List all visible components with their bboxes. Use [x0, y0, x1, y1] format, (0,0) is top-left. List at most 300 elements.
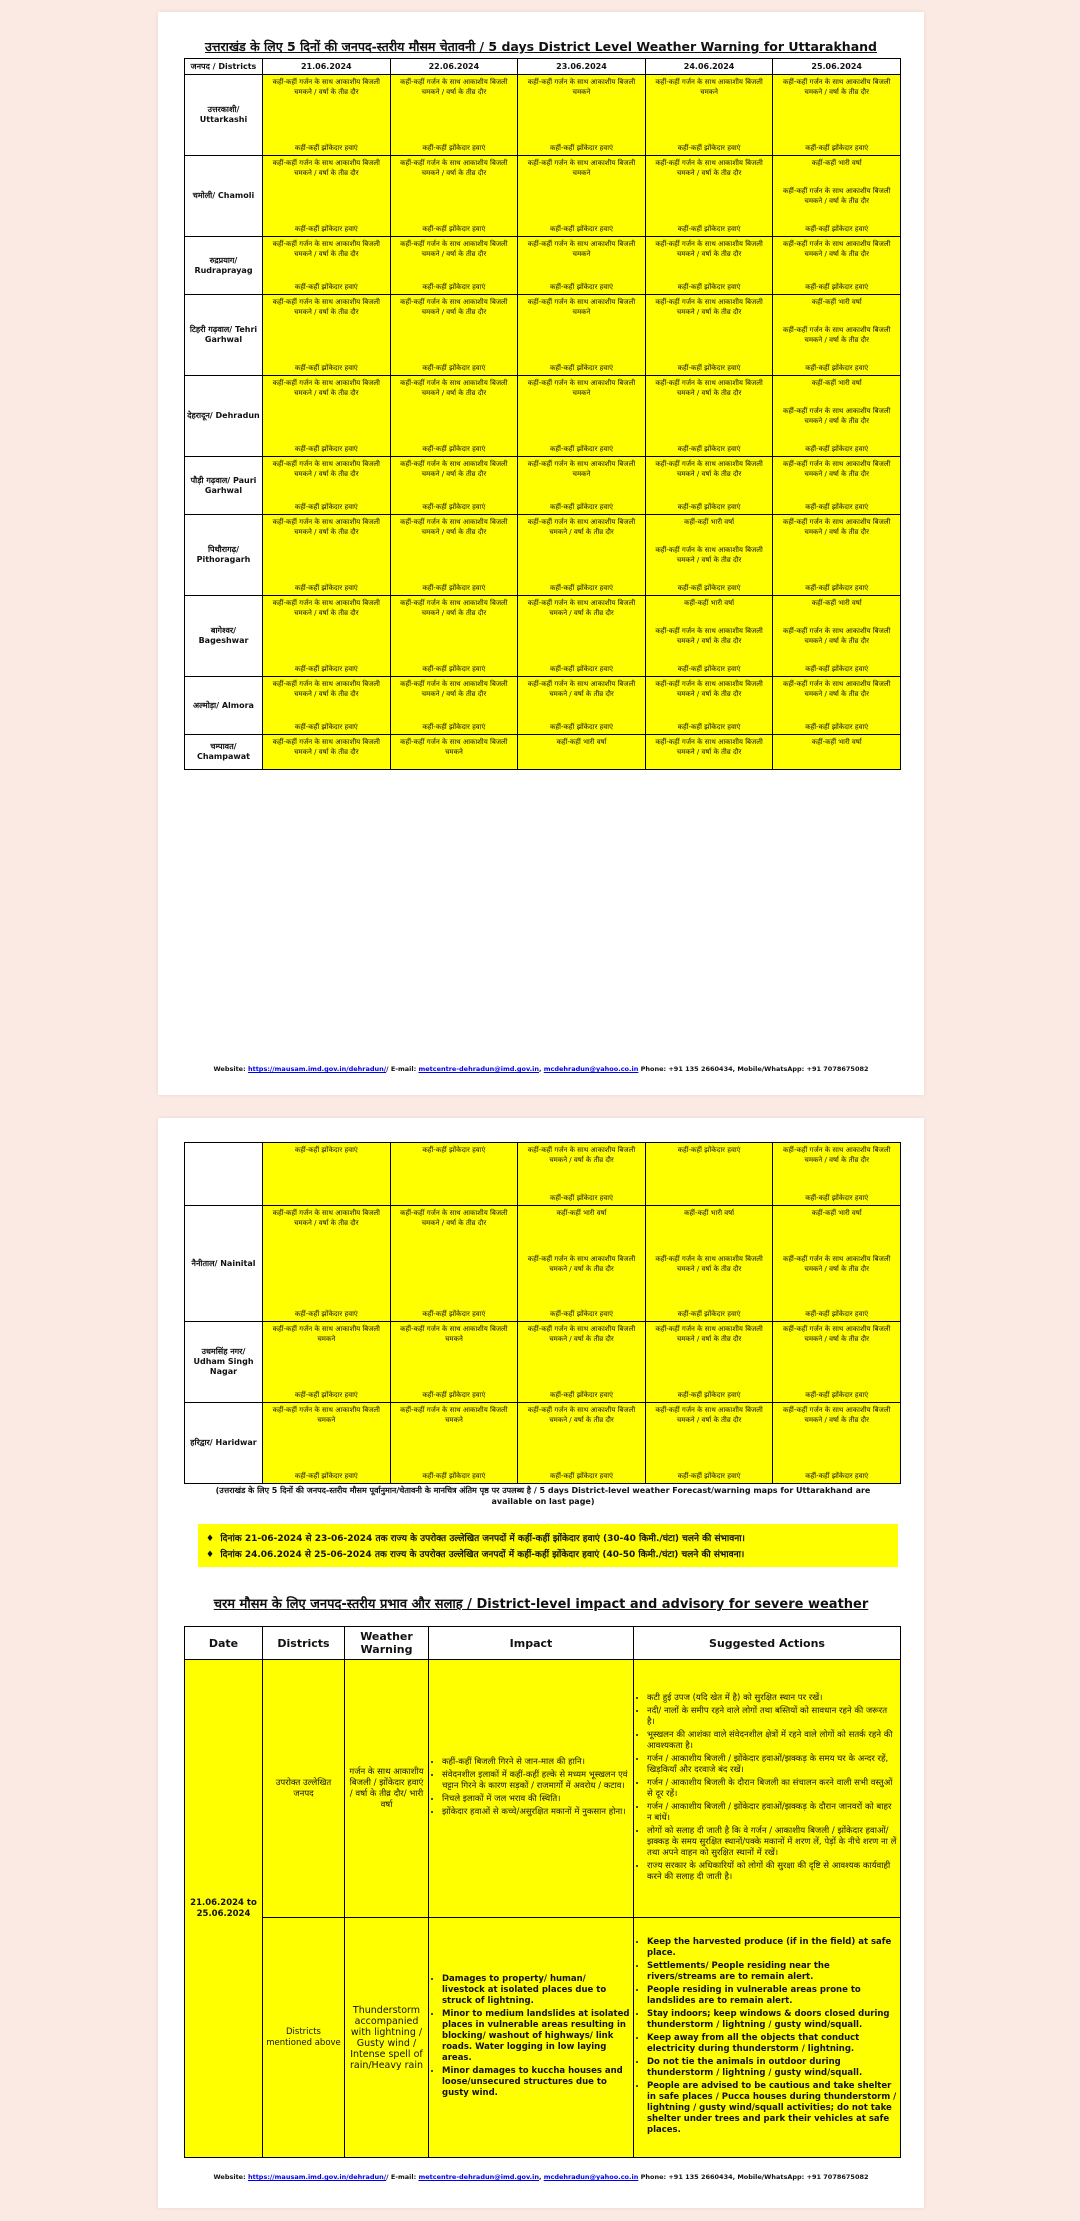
forecast-cell [518, 1322, 646, 1403]
forecast-gusty: कहीं-कहीं झोंकेदार हवाएं [677, 364, 741, 372]
forecast-cell [390, 237, 518, 295]
forecast-lines [773, 735, 900, 769]
forecast-thunder-a: कहीं-कहीं गर्जन के साथ आकाशीय बिजली चमकने / वर्षा के तीव्र दौर [400, 159, 508, 177]
forecast-lines [773, 1403, 900, 1483]
forecast-thunder-a: कहीं-कहीं गर्जन के साथ आकाशीय बिजली चमकने / वर्षा के तीव्र दौर [400, 518, 508, 536]
forecast-thunder-a: कहीं-कहीं गर्जन के साथ आकाशीय बिजली चमकने / वर्षा के तीव्र दौर [527, 1254, 636, 1273]
district-row [185, 295, 901, 376]
forecast-lines [391, 1143, 518, 1205]
forecast-thunder-a: कहीं-कहीं गर्जन के साथ आकाशीय बिजली चमकने / वर्षा के तीव्र दौर [272, 518, 380, 536]
forecast-thunder-a: कहीं-कहीं गर्जन के साथ आकाशीय बिजली चमकने / वर्षा के तीव्र दौर [272, 599, 380, 617]
forecast-cell [518, 237, 646, 295]
forecast-gusty: कहीं-कहीं झोंकेदार हवाएं [294, 1146, 358, 1154]
forecast-cell [773, 75, 901, 156]
forecast-lines [646, 1322, 773, 1402]
forecast-cell [390, 1206, 518, 1322]
forecast-gusty: कहीं-कहीं झोंकेदार हवाएं [677, 1146, 741, 1154]
forecast-heavy: कहीं-कहीं भारी वर्षा [684, 1209, 735, 1217]
advisory-item: • गर्जन / आकाशीय बिजली के दौरान बिजली का संचालन करने वाली सभी वस्तुओं से दूर रहें। [647, 1778, 897, 1800]
forecast-lines [391, 735, 518, 769]
forecast-cell [773, 677, 901, 735]
forecast-lines [263, 376, 390, 456]
forecast-gusty: कहीं-कहीं झोंकेदार हवाएं [294, 225, 358, 233]
footer-website-label: Website: [213, 2173, 246, 2181]
header-date: 25.06.2024 [773, 59, 901, 75]
forecast-thunder-a: कहीं-कहीं गर्जन के साथ आकाशीय बिजली चमकने / वर्षा के तीव्र दौर [655, 1254, 763, 1273]
forecast-lines [391, 156, 518, 236]
forecast-gusty: कहीं-कहीं झोंकेदार हवाएं [422, 723, 486, 731]
forecast-heavy: कहीं-कहीं भारी वर्षा [556, 738, 607, 746]
footer-website-label: Website: [213, 1065, 246, 1073]
forecast-cell [518, 295, 646, 376]
forecast-gusty: कहीं-कहीं झोंकेदार हवाएं [677, 144, 741, 152]
forecast-heavy: कहीं-कहीं भारी वर्षा [811, 298, 862, 306]
forecast-gusty: कहीं-कहीं झोंकेदार हवाएं [422, 503, 486, 511]
forecast-cell [390, 75, 518, 156]
table-header-row [185, 59, 901, 75]
district-name: पिथौरागढ़/ Pithoragarh [185, 515, 263, 596]
header-date: 22.06.2024 [390, 59, 518, 75]
forecast-lines [646, 75, 773, 155]
email-link-2[interactable]: mcdehradun@yahoo.co.in [543, 2173, 639, 2181]
forecast-thunder-a: कहीं-कहीं गर्जन के साथ आकाशीय बिजली चमकने / वर्षा के तीव्र दौर [655, 546, 763, 564]
district-name: नैनीताल/ Nainital [185, 1206, 263, 1322]
advisory-item: • People residing in vulnerable areas prone to landslides are to remain alert. [647, 1985, 897, 2007]
district-row [185, 596, 901, 677]
document-title: उत्तराखंड के लिए 5 दिनों की जनपद-स्तरीय मौसम चेतावनी / 5 days District Level Weather Warning for Uttarakhand [204, 39, 877, 54]
forecast-gusty: कहीं-कहीं झोंकेदार हवाएं [294, 665, 358, 673]
forecast-thunder-a: कहीं-कहीं गर्जन के साथ आकाशीय बिजली चमकने / वर्षा के तीव्र दौर [272, 738, 380, 756]
forecast-lines [773, 376, 900, 456]
district-name: रुद्रप्रयाग/ Rudraprayag [185, 237, 263, 295]
forecast-cell [645, 156, 773, 237]
district-name: टिहरी गढ़वाल/ Tehri Garhwal [185, 295, 263, 376]
forecast-thunder-a: कहीं-कहीं गर्जन के साथ आकाशीय बिजली चमकने / वर्षा के तीव्र दौर [400, 680, 508, 698]
forecast-cell [263, 515, 391, 596]
forecast-gusty: कहीं-कहीं झोंकेदार हवाएं [677, 283, 741, 291]
forecast-lines [773, 237, 900, 294]
forecast-lines [391, 1403, 518, 1483]
forecast-lines [646, 237, 773, 294]
district-name: चमोली/ Chamoli [185, 156, 263, 237]
forecast-thunder-a: कहीं-कहीं गर्जन के साथ आकाशीय बिजली चमकने / वर्षा के तीव्र दौर [782, 187, 891, 205]
forecast-lines [646, 735, 773, 769]
email-link-2[interactable]: mcdehradun@yahoo.co.in [543, 1065, 639, 1073]
forecast-lines [263, 515, 390, 595]
forecast-heavy: कहीं-कहीं भारी वर्षा [811, 738, 862, 746]
forecast-lines [518, 156, 645, 236]
forecast-gusty: कहीं-कहीं झोंकेदार हवाएं [422, 445, 486, 453]
forecast-thunder-a: कहीं-कहीं गर्जन के साथ आकाशीय बिजली चमकने / वर्षा के तीव्र दौर [655, 460, 763, 478]
forecast-cell [263, 1143, 391, 1206]
forecast-gusty: कहीं-कहीं झोंकेदार हवाएं [294, 1472, 358, 1480]
advisory-item: • Minor to medium landslides at isolated places in vulnerable areas resulting in blocking/ washout of highways/ link roads. Water logging in low laying areas. [442, 2009, 630, 2064]
forecast-lines [773, 677, 900, 734]
email-link-1[interactable]: metcentre-dehradun@imd.gov.in [418, 1065, 539, 1073]
forecast-lines [518, 376, 645, 456]
advisory-item: • कहीं-कहीं बिजली गिरने से जान-माल की हानि। [442, 1757, 630, 1768]
col-districts: Districts [263, 1627, 345, 1660]
forecast-gusty: कहीं-कहीं झोंकेदार हवाएं [805, 584, 869, 592]
forecast-thunder-a: कहीं-कहीं गर्जन के साथ आकाशीय बिजली चमकने / वर्षा के तीव्र दौर [782, 78, 891, 96]
notice-text-2: दिनांक 24.06.2024 से 25-06-2024 तक राज्य के उपरोक्त उल्लेखित जनपदों में कहीं-कहीं झोंकेदार हवाएं (40-50 किमी./घंटा) चलने की संभावना। [220, 1550, 745, 1560]
forecast-lines [263, 295, 390, 375]
forecast-lines [773, 596, 900, 676]
forecast-gusty: कहीं-कहीं झोंकेदार हवाएं [550, 1472, 613, 1480]
forecast-lines [518, 1206, 645, 1321]
advisory-actions-en [634, 1918, 901, 2158]
forecast-heavy: कहीं-कहीं भारी वर्षा [684, 518, 735, 526]
forecast-lines [646, 677, 773, 734]
district-row [185, 376, 901, 457]
advisory-item: • संवेदनशील इलाकों में कहीं-कहीं हल्के से मध्यम भूस्खलन एवं चट्टान गिरने के कारण सड़कों / राजमार्गों में अवरोध / कटाव। [442, 1770, 630, 1792]
footer-contact: Website: https://mausam.imd.gov.in/dehradun// E-mail: metcentre-dehradun@imd.gov.in, mcdehradun@yahoo.co.in Phone: +91 135 2660434, Mobile/WhatsApp: +91 7078675082 [213, 1065, 869, 1073]
forecast-thunder-a: कहीं-कहीं गर्जन के साथ आकाशीय बिजली चमकने / वर्षा के तीव्र दौर [782, 460, 891, 478]
forecast-cell [263, 75, 391, 156]
forecast-lines [773, 75, 900, 155]
notice-bullet: ♦ दिनांक 21-06-2024 से 23-06-2024 तक राज्य के उपरोक्त उल्लेखित जनपदों में कहीं-कहीं झोंकेदार हवाएं (30-40 किमी./घंटा) चलने की संभावना। [206, 1534, 745, 1544]
forecast-thunder-a: कहीं-कहीं गर्जन के साथ आकाशीय बिजली चमकने / वर्षा के तीव्र दौर [272, 159, 380, 177]
advisory-warning-hi: गर्जन के साथ आकाशीय बिजली / झोंकेदार हवाएं / वर्षा के तीव्र दौर/ भारी वर्षा [345, 1660, 429, 1918]
forecast-lines [518, 457, 645, 514]
advisory-item: • लोगों को सलाह दी जाती है कि वे गर्जन / आकाशीय बिजली / झोंकेदार हवाओं/झक्कड़ के समय सुरक्षित स्थानों/पक्के मकानों में शरण लें, पेड़ों के नीचे शरण ना लें तथा अपने वाहन को सुरक्षित स्थानों में रखें। [647, 1826, 897, 1859]
forecast-cell [263, 295, 391, 376]
forecast-thunder-a: कहीं-कहीं गर्जन के साथ आकाशीय बिजली चमकने / वर्षा के तीव्र दौर [782, 518, 891, 536]
district-name: उत्तरकाशी/ Uttarkashi [185, 75, 263, 156]
forecast-cell [263, 735, 391, 770]
forecast-gusty: कहीं-कहीं झोंकेदार हवाएं [677, 1391, 741, 1399]
forecast-cell [518, 1206, 646, 1322]
forecast-cell [263, 1403, 391, 1484]
forecast-thunder-a: कहीं-कहीं गर्जन के साथ आकाशीय बिजली चमकने / वर्षा के तीव्र दौर [655, 159, 763, 177]
forecast-lines [263, 1403, 390, 1483]
advisory-item: • Keep the harvested produce (if in the field) at safe place. [647, 1937, 897, 1959]
advisory-item: • गर्जन / आकाशीय बिजली / झोंकेदार हवाओं/झक्कड़ के समय घर के अन्दर रहें, खिड़कियाँ और दरवाजे बंद रखें। [647, 1754, 897, 1776]
forecast-gusty: कहीं-कहीं झोंकेदार हवाएं [422, 225, 486, 233]
forecast-thunder-b: कहीं-कहीं गर्जन के साथ आकाशीय बिजली चमकने [527, 379, 636, 397]
district-row [185, 156, 901, 237]
forecast-gusty: कहीं-कहीं झोंकेदार हवाएं [805, 1194, 869, 1202]
forecast-thunder-a: कहीं-कहीं गर्जन के साथ आकाशीय बिजली चमकने / वर्षा के तीव्र दौर [527, 680, 636, 698]
forecast-lines [646, 295, 773, 375]
forecast-lines [263, 1143, 390, 1205]
advisory-row-english [185, 1918, 901, 2158]
forecast-gusty: कहीं-कहीं झोंकेदार हवाएं [677, 445, 741, 453]
forecast-thunder-a: कहीं-कहीं गर्जन के साथ आकाशीय बिजली चमकने / वर्षा के तीव्र दौर [782, 1254, 891, 1273]
forecast-gusty: कहीं-कहीं झोंकेदार हवाएं [805, 503, 869, 511]
forecast-cell [773, 1322, 901, 1403]
forecast-lines [646, 376, 773, 456]
district-name: उधमसिंह नगर/ Udham Singh Nagar [185, 1322, 263, 1403]
forecast-thunder-b: कहीं-कहीं गर्जन के साथ आकाशीय बिजली चमकने [272, 1406, 380, 1424]
forecast-heavy: कहीं-कहीं भारी वर्षा [811, 379, 862, 387]
advisory-item: • कटी हुई उपज (यदि खेत में है) को सुरक्षित स्थान पर रखें। [647, 1693, 897, 1704]
forecast-lines [773, 1322, 900, 1402]
forecast-gusty: कहीं-कहीं झोंकेदार हवाएं [805, 283, 869, 291]
forecast-thunder-a: कहीं-कहीं गर्जन के साथ आकाशीय बिजली चमकने / वर्षा के तीव्र दौर [400, 460, 508, 478]
forecast-lines [646, 457, 773, 514]
district-name: देहरादून/ Dehradun [185, 376, 263, 457]
district-row [185, 1322, 901, 1403]
forecast-thunder-b: कहीं-कहीं गर्जन के साथ आकाशीय बिजली चमकने [400, 1325, 508, 1343]
forecast-thunder-a: कहीं-कहीं गर्जन के साथ आकाशीय बिजली चमकने / वर्षा के तीव्र दौर [655, 680, 763, 698]
notice-bullet: ♦ दिनांक 24.06.2024 से 25-06-2024 तक राज्य के उपरोक्त उल्लेखित जनपदों में कहीं-कहीं झोंकेदार हवाएं (40-50 किमी./घंटा) चलने की संभावना। [206, 1550, 745, 1560]
advisory-districts-hi: उपरोक्त उल्लेखित जनपद [263, 1660, 345, 1918]
forecast-gusty: कहीं-कहीं झोंकेदार हवाएं [294, 503, 358, 511]
forecast-cell [773, 156, 901, 237]
forecast-lines [773, 515, 900, 595]
forecast-heavy: कहीं-कहीं भारी वर्षा [556, 1209, 607, 1217]
forecast-gusty: कहीं-कहीं झोंकेदार हवाएं [550, 283, 613, 291]
forecast-thunder-a: कहीं-कहीं गर्जन के साथ आकाशीय बिजली चमकने / वर्षा के तीव्र दौर [272, 78, 380, 96]
forecast-gusty: कहीं-कहीं झोंकेदार हवाएं [550, 1391, 613, 1399]
forecast-thunder-a: कहीं-कहीं गर्जन के साथ आकाशीय बिजली चमकने / वर्षा के तीव्र दौर [655, 298, 763, 316]
forecast-thunder-a: कहीं-कहीं गर्जन के साथ आकाशीय बिजली चमकने / वर्षा के तीव्र दौर [272, 240, 380, 258]
forecast-lines [263, 735, 390, 769]
forecast-thunder-a: कहीं-कहीं गर्जन के साथ आकाशीय बिजली चमकने / वर्षा के तीव्र दौर [400, 1209, 508, 1227]
forecast-thunder-b: कहीं-कहीं गर्जन के साथ आकाशीय बिजली चमकने [527, 78, 636, 96]
forecast-thunder-a: कहीं-कहीं गर्जन के साथ आकाशीय बिजली चमकने / वर्षा के तीव्र दौर [400, 298, 508, 316]
district-name: चम्पावत/ Champawat [185, 735, 263, 770]
forecast-thunder-a: कहीं-कहीं गर्जन के साथ आकाशीय बिजली चमकने / वर्षा के तीव्र दौर [272, 298, 380, 316]
col-impact: Impact [429, 1627, 634, 1660]
forecast-lines [773, 1206, 900, 1321]
advisory-item: • Damages to property/ human/ livestock at isolated places due to struck of lightning. [442, 1974, 630, 2007]
forecast-gusty: कहीं-कहीं झोंकेदार हवाएं [550, 225, 613, 233]
forecast-cell [518, 677, 646, 735]
forecast-gusty: कहीं-कहीं झोंकेदार हवाएं [422, 665, 486, 673]
footer-phone: Phone: +91 135 2660434, Mobile/WhatsApp: +91 7078675082 [640, 1065, 869, 1073]
forecast-lines [518, 1322, 645, 1402]
forecast-cell [645, 75, 773, 156]
advisory-row-hindi [185, 1660, 901, 1918]
forecast-lines [773, 156, 900, 236]
forecast-gusty: कहीं-कहीं झोंकेदार हवाएं [550, 445, 613, 453]
page-2 [158, 1118, 924, 2208]
forecast-lines [773, 457, 900, 514]
forecast-gusty: कहीं-कहीं झोंकेदार हवाएं [550, 144, 613, 152]
forecast-cell [645, 1403, 773, 1484]
forecast-thunder-a: कहीं-कहीं गर्जन के साथ आकाशीय बिजली चमकने / वर्षा के तीव्र दौर [655, 1406, 763, 1424]
forecast-gusty: कहीं-कहीं झोंकेदार हवाएं [805, 1310, 869, 1318]
forecast-cell [390, 1143, 518, 1206]
advisory-item: • गर्जन / आकाशीय बिजली / झोंकेदार हवाओं/झक्कड़ के दौरान जानवरों को बाहर न बांधें। [647, 1802, 897, 1824]
forecast-lines [263, 457, 390, 514]
forecast-gusty: कहीं-कहीं झोंकेदार हवाएं [294, 144, 358, 152]
forecast-thunder-a: कहीं-कहीं गर्जन के साथ आकाशीय बिजली चमकने / वर्षा के तीव्र दौर [782, 326, 891, 344]
forecast-lines [773, 295, 900, 375]
forecast-lines [391, 596, 518, 676]
forecast-heavy: कहीं-कहीं भारी वर्षा [684, 599, 735, 607]
advisory-item: • निचले इलाकों में जल भराव की स्थिति। [442, 1794, 630, 1805]
district-row [185, 457, 901, 515]
advisory-item: • Keep away from all the objects that conduct electricity during thunderstorm / lightning. [647, 2033, 897, 2055]
forecast-thunder-b: कहीं-कहीं गर्जन के साथ आकाशीय बिजली चमकने [272, 1325, 380, 1343]
forecast-thunder-a: कहीं-कहीं गर्जन के साथ आकाशीय बिजली चमकने / वर्षा के तीव्र दौर [272, 379, 380, 397]
forecast-cell [390, 376, 518, 457]
forecast-gusty: कहीं-कहीं झोंकेदार हवाएं [294, 723, 358, 731]
forecast-lines [518, 75, 645, 155]
advisory-impact-hi [429, 1660, 634, 1918]
warning-table [184, 58, 901, 770]
forecast-cell [518, 596, 646, 677]
forecast-cell [263, 677, 391, 735]
forecast-gusty: कहीं-कहीं झोंकेदार हवाएं [550, 1310, 613, 1318]
forecast-thunder-a: कहीं-कहीं गर्जन के साथ आकाशीय बिजली चमकने / वर्षा के तीव्र दौर [655, 240, 763, 258]
forecast-heavy: कहीं-कहीं भारी वर्षा [811, 599, 862, 607]
forecast-cell [645, 735, 773, 770]
forecast-thunder-b: कहीं-कहीं गर्जन के साथ आकाशीय बिजली चमकने [655, 78, 763, 96]
forecast-cell [773, 1403, 901, 1484]
advisory-title: चरम मौसम के लिए जनपद-स्तरीय प्रभाव और सलाह / District-level impact and advisory for severe weather [213, 1597, 869, 1612]
forecast-cell [263, 237, 391, 295]
forecast-thunder-a: कहीं-कहीं गर्जन के साथ आकाशीय बिजली चमकने / वर्षा के तीव्र दौर [782, 1146, 891, 1164]
forecast-cell [390, 677, 518, 735]
footer-phone: Phone: +91 135 2660434, Mobile/WhatsApp: +91 7078675082 [640, 2173, 869, 2181]
header-date: 24.06.2024 [645, 59, 773, 75]
forecast-cell [645, 1322, 773, 1403]
forecast-gusty: कहीं-कहीं झोंकेदार हवाएं [550, 665, 613, 673]
forecast-cell [773, 596, 901, 677]
forecast-thunder-a: कहीं-कहीं गर्जन के साथ आकाशीय बिजली चमकने / वर्षा के तीव्र दौर [272, 460, 380, 478]
forecast-cell [518, 457, 646, 515]
forecast-thunder-a: कहीं-कहीं गर्जन के साथ आकाशीय बिजली चमकने / वर्षा के तीव्र दौर [655, 738, 763, 756]
forecast-thunder-a: कहीं-कहीं गर्जन के साथ आकाशीय बिजली चमकने / वर्षा के तीव्र दौर [400, 379, 508, 397]
forecast-heavy: कहीं-कहीं भारी वर्षा [811, 159, 862, 167]
forecast-lines [518, 295, 645, 375]
advisory-item: • Minor damages to kuccha houses and loose/unsecured structures due to gusty wind. [442, 2066, 630, 2099]
district-row-continued [185, 1143, 901, 1206]
forecast-thunder-a: कहीं-कहीं गर्जन के साथ आकाशीय बिजली चमकने / वर्षा के तीव्र दौर [782, 240, 891, 258]
forecast-lines [518, 1143, 645, 1205]
forecast-gusty: कहीं-कहीं झोंकेदार हवाएं [550, 1194, 613, 1202]
footer-email-label: E-mail: [390, 2173, 417, 2181]
forecast-lines [518, 677, 645, 734]
website-link[interactable]: https://mausam.imd.gov.in/dehradun/ [247, 2173, 387, 2181]
forecast-lines [391, 295, 518, 375]
forecast-gusty: कहीं-कहीं झोंकेदार हवाएं [805, 723, 869, 731]
forecast-gusty: कहीं-कहीं झोंकेदार हवाएं [805, 665, 869, 673]
forecast-lines [646, 156, 773, 236]
forecast-lines [646, 515, 773, 595]
forecast-gusty: कहीं-कहीं झोंकेदार हवाएं [294, 283, 358, 291]
forecast-cell [263, 156, 391, 237]
forecast-cell [518, 735, 646, 770]
forecast-thunder-a: कहीं-कहीं गर्जन के साथ आकाशीय बिजली चमकने / वर्षा के तीव्र दौर [782, 680, 891, 698]
forecast-thunder-a: कहीं-कहीं गर्जन के साथ आकाशीय बिजली चमकने / वर्षा के तीव्र दौर [655, 627, 763, 645]
forecast-cell [773, 515, 901, 596]
header-date: 21.06.2024 [263, 59, 391, 75]
forecast-gusty: कहीं-कहीं झोंकेदार हवाएं [677, 503, 741, 511]
forecast-cell [645, 1206, 773, 1322]
forecast-thunder-b: कहीं-कहीं गर्जन के साथ आकाशीय बिजली चमकने [527, 240, 636, 258]
advisory-item: • राज्य सरकार के अधिकारियों को लोगों की सुरक्षा की दृष्टि से आवश्यक कार्यवाही करने की सलाह दी जाती है। [647, 1861, 897, 1883]
forecast-gusty: कहीं-कहीं झोंकेदार हवाएं [422, 1310, 486, 1318]
forecast-lines [391, 1206, 518, 1321]
forecast-cell [390, 735, 518, 770]
district-row [185, 735, 901, 770]
website-link[interactable]: https://mausam.imd.gov.in/dehradun/ [247, 1065, 387, 1073]
forecast-cell [263, 596, 391, 677]
forecast-thunder-a: कहीं-कहीं गर्जन के साथ आकाशीय बिजली चमकने / वर्षा के तीव्र दौर [782, 1406, 891, 1424]
district-row [185, 75, 901, 156]
forecast-cell [645, 677, 773, 735]
forecast-gusty: कहीं-कहीं झोंकेदार हवाएं [805, 1472, 869, 1480]
forecast-cell [263, 1322, 391, 1403]
advisory-actions-hi [634, 1660, 901, 1918]
forecast-thunder-a: कहीं-कहीं गर्जन के साथ आकाशीय बिजली चमकने / वर्षा के तीव्र दौर [400, 78, 508, 96]
col-actions: Suggested Actions [634, 1627, 901, 1660]
advisory-item: • Settlements/ People residing near the rivers/streams are to remain alert. [647, 1961, 897, 1983]
col-date: Date [185, 1627, 263, 1660]
forecast-gusty: कहीं-कहीं झोंकेदार हवाएं [677, 225, 741, 233]
forecast-lines [263, 1206, 390, 1321]
forecast-lines [518, 237, 645, 294]
forecast-gusty: कहीं-कहीं झोंकेदार हवाएं [677, 1310, 741, 1318]
advisory-item: • Do not tie the animals in outdoor during thunderstorm / lightning / gusty wind/squall. [647, 2057, 897, 2079]
forecast-cell [645, 457, 773, 515]
page-1 [158, 12, 924, 1095]
email-link-1[interactable]: metcentre-dehradun@imd.gov.in [418, 2173, 539, 2181]
forecast-lines [263, 1322, 390, 1402]
forecast-thunder-a: कहीं-कहीं गर्जन के साथ आकाशीय बिजली चमकने / वर्षा के तीव्र दौर [527, 599, 636, 617]
forecast-gusty: कहीं-कहीं झोंकेदार हवाएं [805, 445, 869, 453]
forecast-cell [390, 295, 518, 376]
forecast-gusty: कहीं-कहीं झोंकेदार हवाएं [294, 1310, 358, 1318]
forecast-lines [391, 515, 518, 595]
forecast-thunder-a: कहीं-कहीं गर्जन के साथ आकाशीय बिजली चमकने / वर्षा के तीव्र दौर [527, 1325, 636, 1343]
forecast-cell [518, 156, 646, 237]
forecast-cell [263, 457, 391, 515]
district-row [185, 1206, 901, 1322]
forecast-cell [390, 1322, 518, 1403]
forecast-gusty: कहीं-कहीं झोंकेदार हवाएं [422, 1146, 486, 1154]
forecast-lines [391, 376, 518, 456]
forecast-lines [391, 237, 518, 294]
forecast-lines [518, 515, 645, 595]
district-row [185, 677, 901, 735]
footer-email-label: E-mail: [390, 1065, 417, 1073]
forecast-cell [773, 376, 901, 457]
forecast-gusty: कहीं-कहीं झोंकेदार हवाएं [422, 584, 486, 592]
forecast-thunder-b: कहीं-कहीं गर्जन के साथ आकाशीय बिजली चमकने [400, 1406, 508, 1424]
forecast-thunder-a: कहीं-कहीं गर्जन के साथ आकाशीय बिजली चमकने / वर्षा के तीव्र दौर [782, 407, 891, 425]
forecast-gusty: कहीं-कहीं झोंकेदार हवाएं [422, 1472, 486, 1480]
forecast-lines [391, 1322, 518, 1402]
forecast-cell [390, 596, 518, 677]
forecast-cell [263, 376, 391, 457]
forecast-thunder-a: कहीं-कहीं गर्जन के साथ आकाशीय बिजली चमकने / वर्षा के तीव्र दौर [527, 1146, 636, 1164]
header-districts: जनपद / Districts [185, 59, 263, 75]
forecast-gusty: कहीं-कहीं झोंकेदार हवाएं [805, 225, 869, 233]
forecast-thunder-a: कहीं-कहीं गर्जन के साथ आकाशीय बिजली चमकने / वर्षा के तीव्र दौर [272, 680, 380, 698]
forecast-heavy: कहीं-कहीं भारी वर्षा [811, 1209, 862, 1217]
advisory-warning-en: Thunderstorm accompanied with lightning / Gusty wind / Intense spell of rain/Heavy rain [345, 1918, 429, 2158]
forecast-thunder-a: कहीं-कहीं गर्जन के साथ आकाशीय बिजली चमकने / वर्षा के तीव्र दौर [527, 518, 636, 536]
district-name: बागेश्वर/ Bageshwar [185, 596, 263, 677]
forecast-lines [518, 596, 645, 676]
forecast-lines [263, 677, 390, 734]
maps-note: (उत्तराखंड के लिए 5 दिनों की जनपद-स्तरीय मौसम पूर्वानुमान/चेतावनी के मानचित्र अंतिम पृष्ठ पर उपलब्ध है / 5 days District-level weather Forecast/warning maps for Uttarakhand are available on last page) [215, 1486, 871, 1506]
forecast-lines [646, 596, 773, 676]
forecast-cell [390, 1403, 518, 1484]
forecast-cell [390, 515, 518, 596]
forecast-gusty: कहीं-कहीं झोंकेदार हवाएं [550, 503, 613, 511]
forecast-lines [391, 75, 518, 155]
warning-table-continued [184, 1142, 901, 1484]
advisory-item: • People are advised to be cautious and take shelter in safe places / Pucca houses during thunderstorm / lightning / gusty wind/squall activities; do not take shelter under trees and park their vehicles at safe places. [647, 2081, 897, 2136]
forecast-lines [518, 735, 645, 769]
